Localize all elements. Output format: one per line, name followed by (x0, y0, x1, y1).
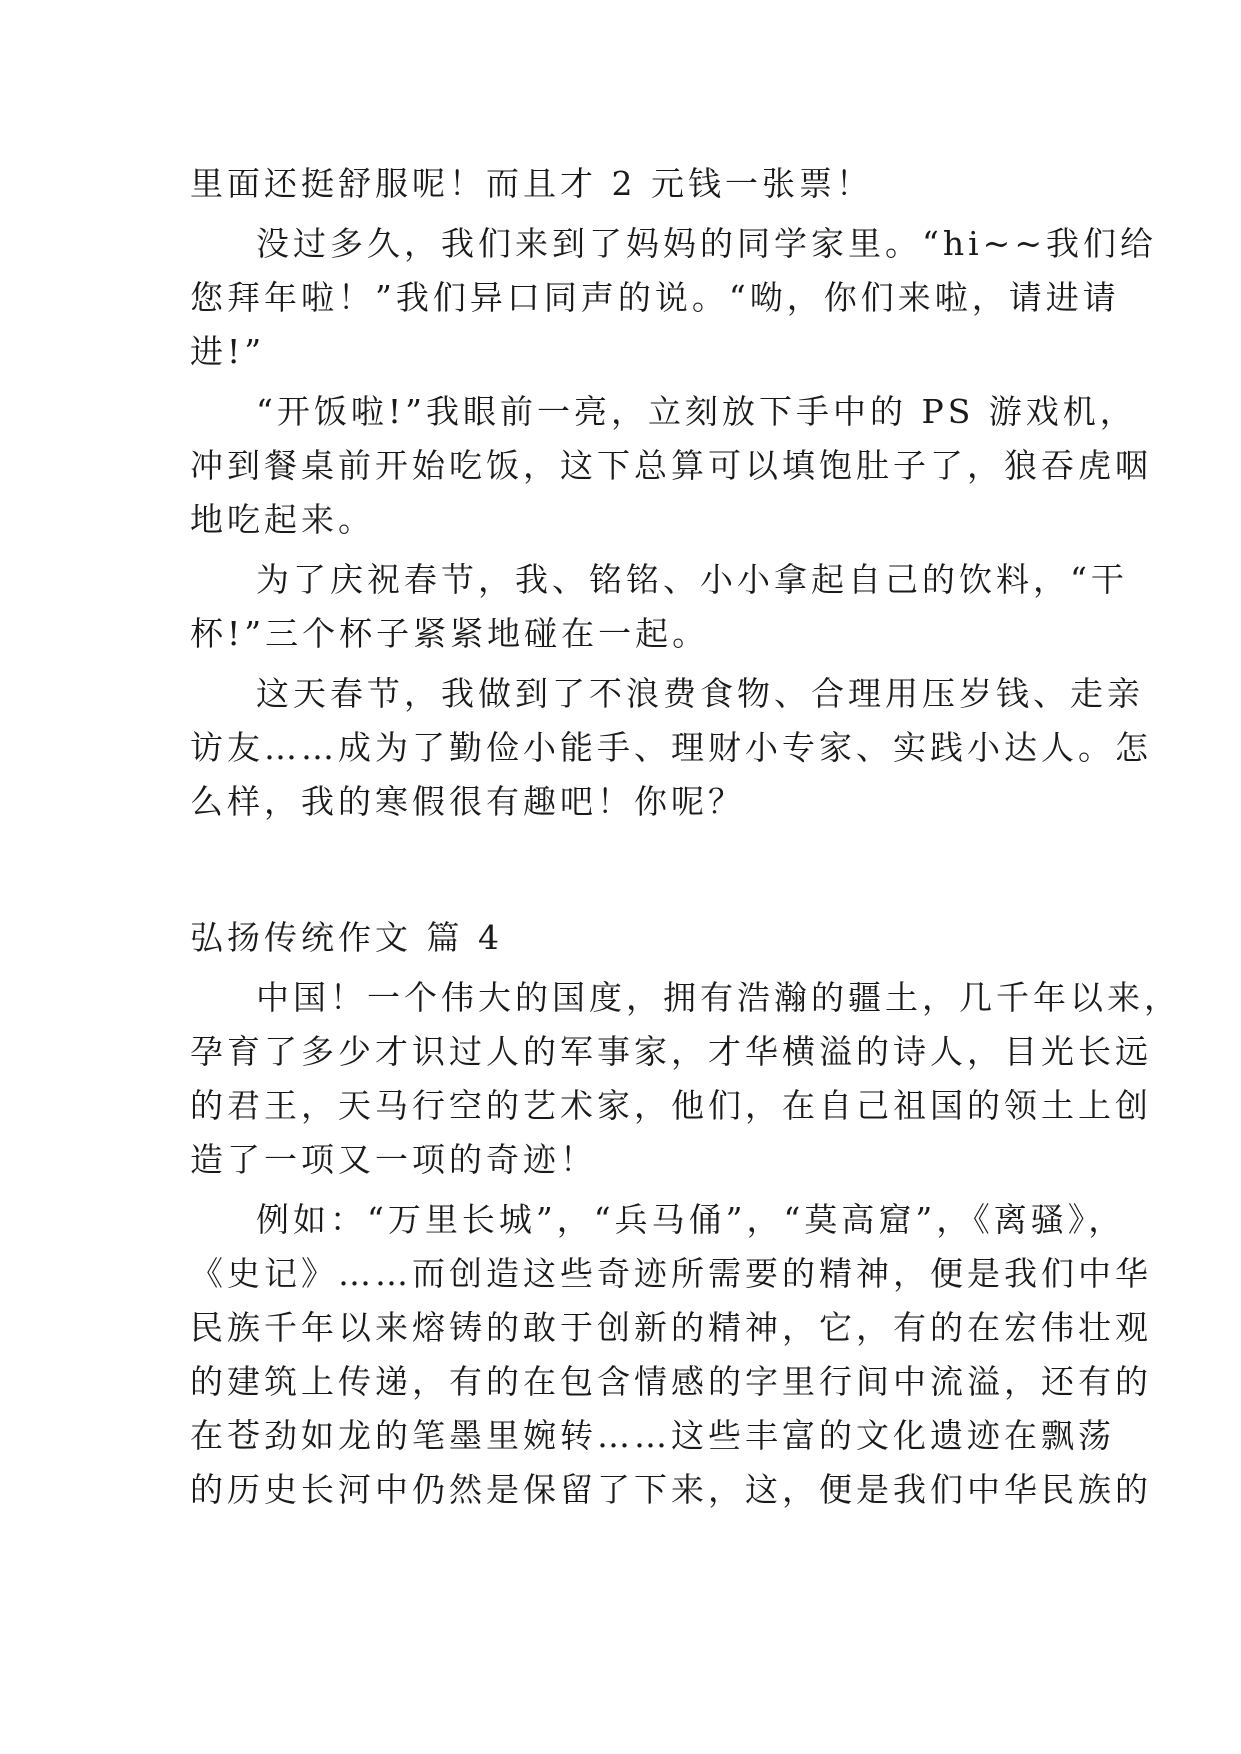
text-line: 没过多久，我们来到了妈妈的同学家里。“hi~~我们给 (256, 224, 1157, 263)
text-line: 里面还挺舒服呢！而且才 2 元钱一张票！ (190, 164, 873, 203)
text-line: 访友……成为了勤俭小能手、理财小专家、实践小达人。怎 (190, 728, 1152, 767)
text-line: 的君王，天马行空的艺术家，他们，在自己祖国的领土上创 (190, 1086, 1152, 1125)
text-line: 在苍劲如龙的笔墨里婉转……这些丰富的文化遗迹在飘荡 (190, 1416, 1115, 1455)
text-line: “开饭啦!”我眼前一亮，立刻放下手中的 PS 游戏机， (256, 392, 1137, 431)
text-line: 为了庆祝春节，我、铭铭、小小拿起自己的饮料，“干 (256, 560, 1128, 599)
text-line: 例如：“万里长城”，“兵马俑”，“莫高窟”，《离骚》， (256, 1200, 1126, 1239)
text-line: 《史记》……而创造这些奇迹所需要的精神，便是我们中华 (190, 1254, 1152, 1293)
section-heading: 弘扬传统作文 篇 4 (190, 918, 503, 957)
text-line: 造了一项又一项的奇迹！ (190, 1140, 597, 1179)
text-line: 么样，我的寒假很有趣吧！你呢？ (190, 782, 745, 821)
text-line: 的建筑上传递，有的在包含情感的字里行间中流溢，还有的 (190, 1362, 1152, 1401)
text-line: 中国！一个伟大的国度，拥有浩瀚的疆土，几千年以来， (256, 978, 1181, 1017)
text-line: 冲到餐桌前开始吃饭，这下总算可以填饱肚子了，狼吞虎咽 (190, 446, 1152, 485)
text-line: 地吃起来。 (190, 500, 375, 539)
text-line: 杯!”三个杯子紧紧地碰在一起。 (190, 614, 710, 653)
text-line: 孕育了多少才识过人的军事家，才华横溢的诗人，目光长远 (190, 1032, 1152, 1071)
text-line: 的历史长河中仍然是保留了下来，这，便是我们中华民族的 (190, 1470, 1152, 1509)
text-line: 您拜年啦！”我们异口同声的说。“呦，你们来啦，请进请 (190, 278, 1120, 317)
text-line: 这天春节，我做到了不浪费食物、合理用压岁钱、走亲 (256, 674, 1144, 713)
text-line: 进!” (190, 332, 266, 371)
text-line: 民族千年以来熔铸的敢于创新的精神，它，有的在宏伟壮观 (190, 1308, 1152, 1347)
